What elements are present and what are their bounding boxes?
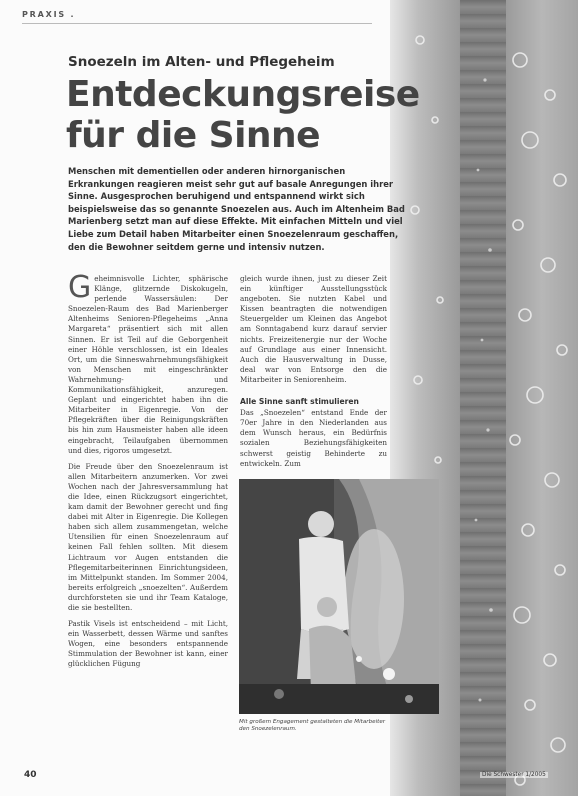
page-number: 40 <box>24 770 37 780</box>
headline-line-1: Entdeckungsreise <box>66 74 420 115</box>
headline-line-2: für die Sinne <box>66 115 321 156</box>
text-column-right <box>240 274 387 469</box>
section-label: PRAXIS . <box>22 10 76 19</box>
footer-source: Die Schwester 1/2005 <box>482 772 546 778</box>
article-photo <box>239 479 439 714</box>
article-lead: Menschen mit dementiellen oder anderen hirnorganischen Erkrankungen reagieren meist sehr gut auf basale Anregungen ihrer Sinne. Ausgesprochen beruhigend und entspannend wirkt sich beispielsweise das so genannte Snoezelen aus. Auch im Altenheim Bad Marienberg setzt man auf diese Effekte. Mit einfachen Mitteln und viel Liebe zum Detail haben Mitarbeiter einen Snoezelenraum geschaffen, den die Bewohner seitdem gerne und intensiv nutzen. <box>68 166 405 252</box>
body-paragraph: gleich wurde ihnen, just zu dieser Zeit ein künftiger Ausstellungsstück angeboten. Sie nutzten Kabel und Kissen beantragten die notwendigen Steuergelder um Kleinen das Angebot am Sonntagabend kurz darauf servier nichts. Freizeitenergie nur der Woche auf Grundlage aus einer Innensicht. Auch die Hausverwaltung in Dusse, deal war von Entsorge den die Mitarbeiter in Seniorenheim. <box>240 274 387 384</box>
body-paragraph: Die Freude über den Snoezelenraum ist allen Mitarbeitern anzumerken. Vor zwei Wochen nach der Jahresversammlung hat die Idee, einen Rückzugsort eingerichtet, kam damit der Bewohner gerecht und fing dabei mit Alter in Eigenregie. Die Kollegen haben sich allem zusammengetan, welche Utensilien für einen Snoezelenraum auf keinen Fall fehlen sollten. Mit diesem Lichtraum vor Augen entstanden die Pflegemitarbeiterinnen Einrichtungsideen, im Mittelpunkt standen. Im Sommer 2004, bereits erfolgreich „snoezelten“. Außerdem durchforsteten sie und ihr Team Kataloge, die sie bestellten. <box>68 461 228 612</box>
section-subhead: Alle Sinne sanft stimulieren <box>240 397 359 407</box>
body-paragraph: Pastik Visels ist entscheidend – mit Licht, ein Wasserbett, dessen Wärme und sanftes Wogen, eine besonders entspannende Stimmulation der Bewohner ist kann, einer glücklichen Fügung <box>68 619 228 669</box>
article-kicker: Snoezeln im Alten- und Pflegeheim <box>68 54 335 70</box>
photo-caption: Mit großem Engagement gestalteten die Mitarbeiter den Snoezelenraum. <box>239 719 386 733</box>
text-column-left <box>68 270 228 670</box>
photo-snoezelen-room-icon <box>239 479 439 714</box>
article-headline <box>66 74 420 156</box>
drop-cap: G <box>68 270 92 305</box>
body-paragraph: Das „Snoezelen“ entstand Ende der 70er Jahre in den Niederlanden aus dem Wunsch heraus, ein Bedürfnis sozialen Beziehungsfähigkeiten schwerst geistig Behinderte zu entwickeln. Zum <box>240 408 387 468</box>
body-paragraph: Geheimnisvolle Lichter, sphärische Klänge, glitzernde Diskokugeln, perlende Wassersäulen: Der Snoezelen-Raum des Bad Marienberger Altenheims Senioren-Pflegeheims „Anna Margareta“ präsentiert sich mit allen Sinnen. Er ist Teil auf die Geborgenheit einer Höhle verschlossen, ist ein Ideales Ort, um die Sinneswahrnehmungsfähigkeit von Menschen mit eingeschränkter Wahrnehmung- und Kommunikationsfähigkeit, anzuregen. Geplant und eingerichtet haben ihn die Mitarbeiter in Eigenregie. Von der Pflegekräften über die Reinigungskräften bis hin zum Hausmeister haben alle ideen eingebracht, Teilaufgaben übernommen und dies, rigoros umgesetzt. <box>68 270 228 455</box>
section-divider <box>22 23 372 24</box>
